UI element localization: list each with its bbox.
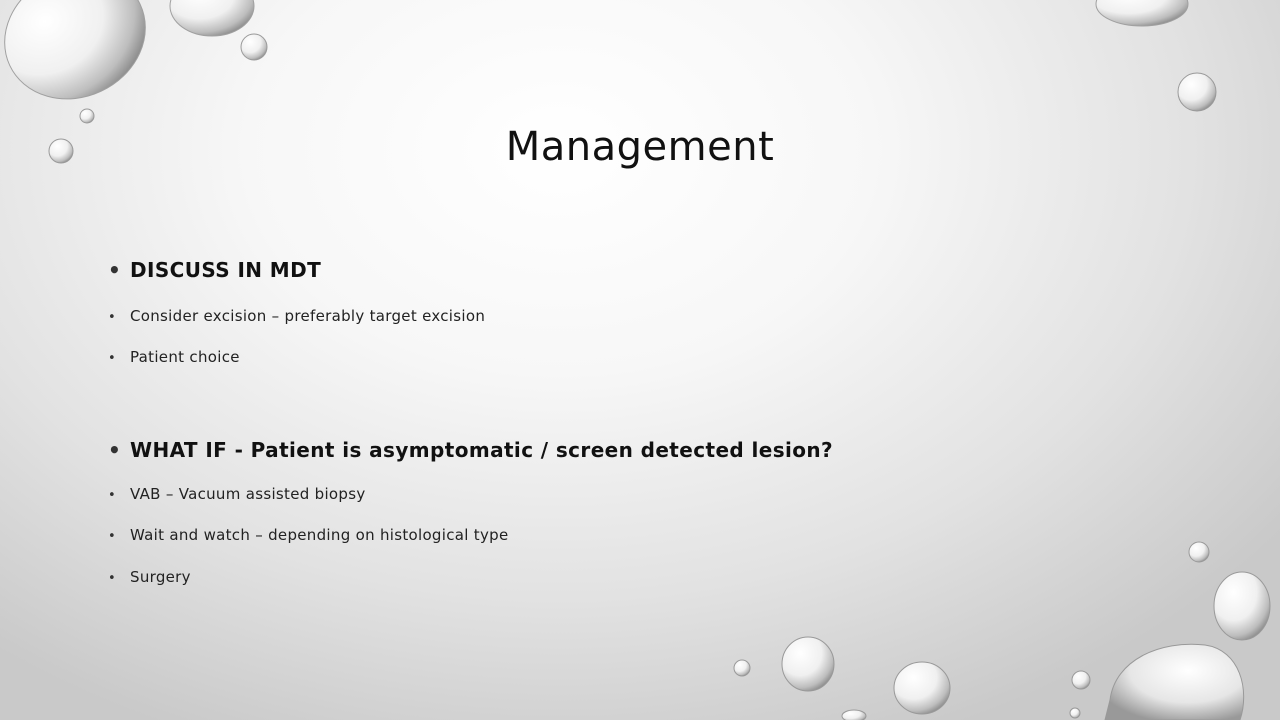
droplet <box>1189 542 1209 562</box>
droplet <box>1105 644 1244 720</box>
droplet <box>80 109 94 123</box>
bullet-glyph: • <box>108 438 122 462</box>
droplet <box>1214 572 1270 640</box>
bullet-glyph: • <box>108 258 122 282</box>
droplet <box>1070 708 1080 718</box>
droplet <box>734 660 750 676</box>
droplet <box>241 34 267 60</box>
bullet-heading-what-if <box>108 438 833 462</box>
droplet <box>782 637 834 691</box>
bullet-text: Patient choice <box>130 348 240 366</box>
bullet-item <box>108 307 485 325</box>
droplet <box>170 0 254 36</box>
bullet-heading-discuss-mdt <box>108 258 321 282</box>
droplet <box>1096 0 1188 26</box>
droplet <box>894 662 950 714</box>
droplet <box>1072 671 1090 689</box>
bullet-text: WHAT IF - Patient is asymptomatic / screen detected lesion? <box>130 438 834 462</box>
bullet-glyph: • <box>108 488 116 503</box>
bullet-text: Consider excision – preferably target excision <box>130 307 486 325</box>
droplet <box>842 710 866 720</box>
bullet-text: DISCUSS IN MDT <box>130 258 322 282</box>
bullet-item <box>108 485 366 503</box>
bullet-glyph: • <box>108 351 116 366</box>
bullet-glyph: • <box>108 529 116 544</box>
bullet-glyph: • <box>108 571 116 586</box>
bullet-text: Wait and watch – depending on histological type <box>130 526 509 544</box>
droplet <box>0 0 166 122</box>
slide-title: Management <box>505 124 775 170</box>
bullet-item <box>108 526 509 544</box>
bullet-text: VAB – Vacuum assisted biopsy <box>130 485 366 503</box>
droplet <box>1178 73 1216 111</box>
bullet-text: Surgery <box>130 568 191 586</box>
bullet-glyph: • <box>108 310 116 325</box>
bullet-item <box>108 568 191 586</box>
bullet-item <box>108 348 240 366</box>
